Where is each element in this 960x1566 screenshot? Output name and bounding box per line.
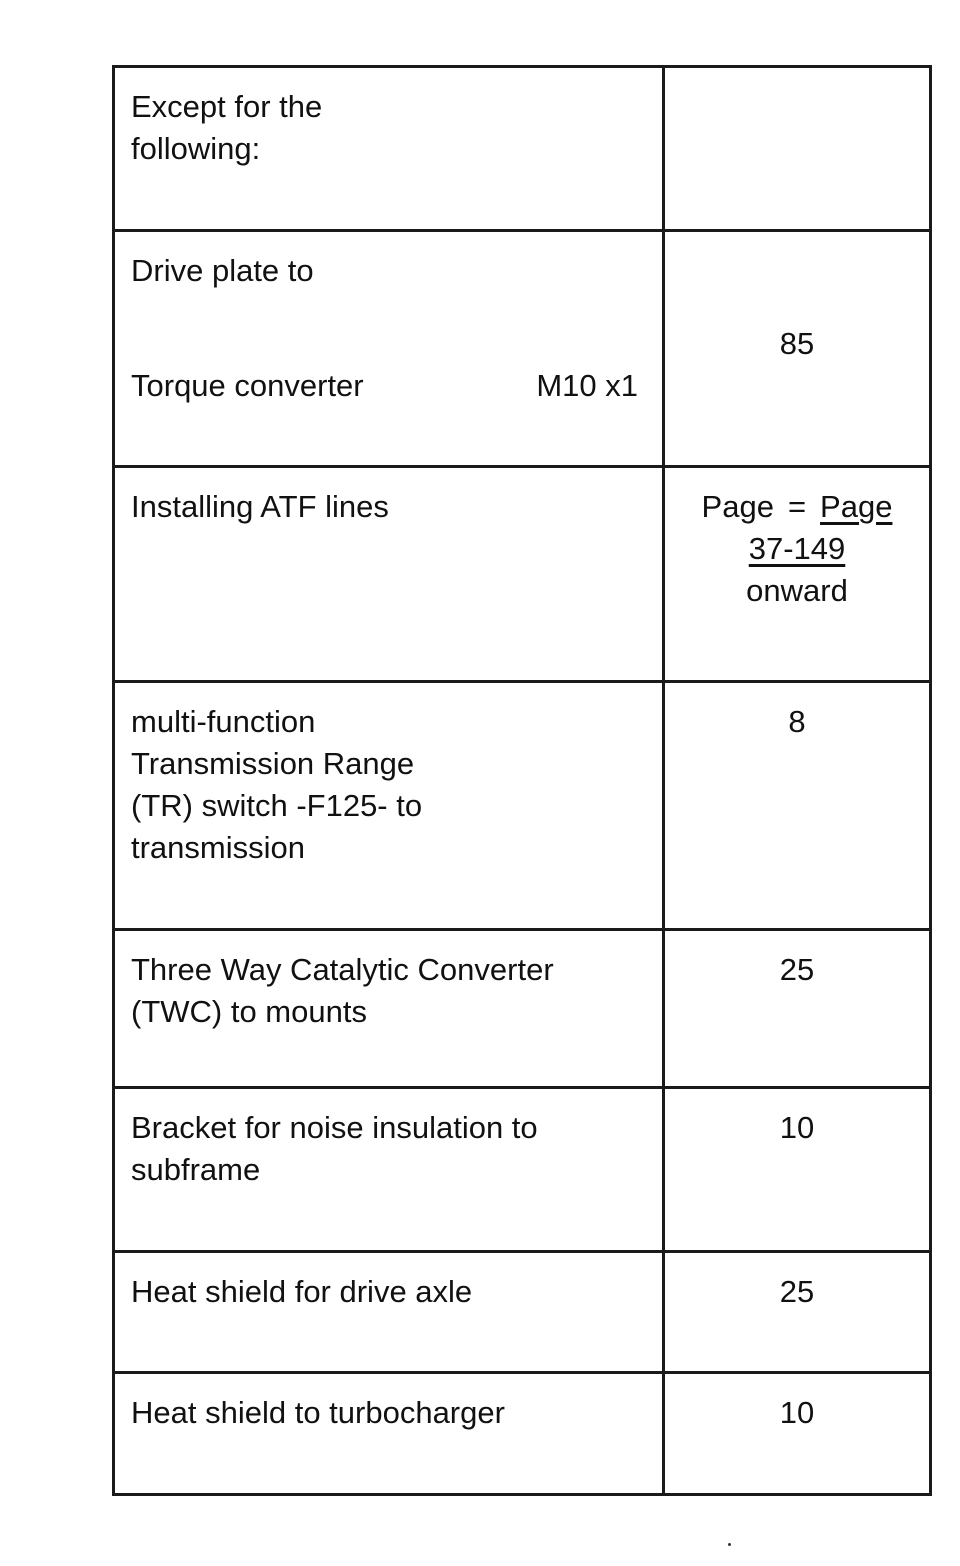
row-label bbox=[114, 1373, 664, 1495]
table-row bbox=[114, 467, 931, 682]
torque-value: 85 bbox=[779, 326, 815, 361]
table-row bbox=[114, 231, 931, 467]
row-value bbox=[664, 467, 931, 682]
thread-spec: M10 x1 bbox=[536, 368, 638, 403]
row-label bbox=[114, 682, 664, 930]
row-label bbox=[114, 67, 664, 231]
table-row bbox=[114, 682, 931, 930]
equals-symbol: = bbox=[787, 489, 807, 524]
label-line: Three Way Catalytic Converter bbox=[131, 952, 554, 987]
row-value: 8 bbox=[664, 682, 931, 930]
table-row bbox=[114, 930, 931, 1088]
label-line: Heat shield for drive axle bbox=[131, 1274, 473, 1309]
label-line: Except for the bbox=[131, 89, 323, 124]
torque-spec-table bbox=[112, 65, 932, 1496]
row-value bbox=[664, 231, 931, 467]
stray-dot bbox=[728, 1543, 731, 1546]
sub-label: Torque converter bbox=[131, 368, 364, 403]
page-reference bbox=[671, 486, 923, 528]
label-line: Heat shield to turbocharger bbox=[131, 1395, 505, 1430]
page-link[interactable]: Page bbox=[820, 489, 893, 524]
label-line: Bracket for noise insulation to bbox=[131, 1110, 538, 1145]
row-value: 10 bbox=[664, 1373, 931, 1495]
table-row bbox=[114, 67, 931, 231]
row-value: 10 bbox=[664, 1088, 931, 1252]
label-line: multi-function bbox=[131, 704, 316, 739]
row-label bbox=[114, 467, 664, 682]
label-line: following: bbox=[131, 131, 261, 166]
row-value: 25 bbox=[664, 1252, 931, 1373]
row-label bbox=[114, 930, 664, 1088]
label-line: subframe bbox=[131, 1152, 261, 1187]
row-label bbox=[114, 231, 664, 467]
label-line: Drive plate to bbox=[131, 253, 314, 288]
ref-suffix: onward bbox=[746, 573, 848, 608]
row-label bbox=[114, 1088, 664, 1252]
label-line: (TWC) to mounts bbox=[131, 994, 367, 1029]
table-row bbox=[114, 1088, 931, 1252]
label-line: Installing ATF lines bbox=[131, 489, 389, 524]
label-line: transmission bbox=[131, 830, 305, 865]
table-row bbox=[114, 1252, 931, 1373]
table-row bbox=[114, 1373, 931, 1495]
page-link-number[interactable]: 37-149 bbox=[748, 531, 846, 566]
row-label bbox=[114, 1252, 664, 1373]
row-value: 25 bbox=[664, 930, 931, 1088]
ref-prefix: Page bbox=[701, 489, 774, 524]
row-value bbox=[664, 67, 931, 231]
label-line: Transmission Range bbox=[131, 746, 415, 781]
label-line: (TR) switch -F125- to bbox=[131, 788, 423, 823]
label-spec-line bbox=[131, 365, 646, 407]
